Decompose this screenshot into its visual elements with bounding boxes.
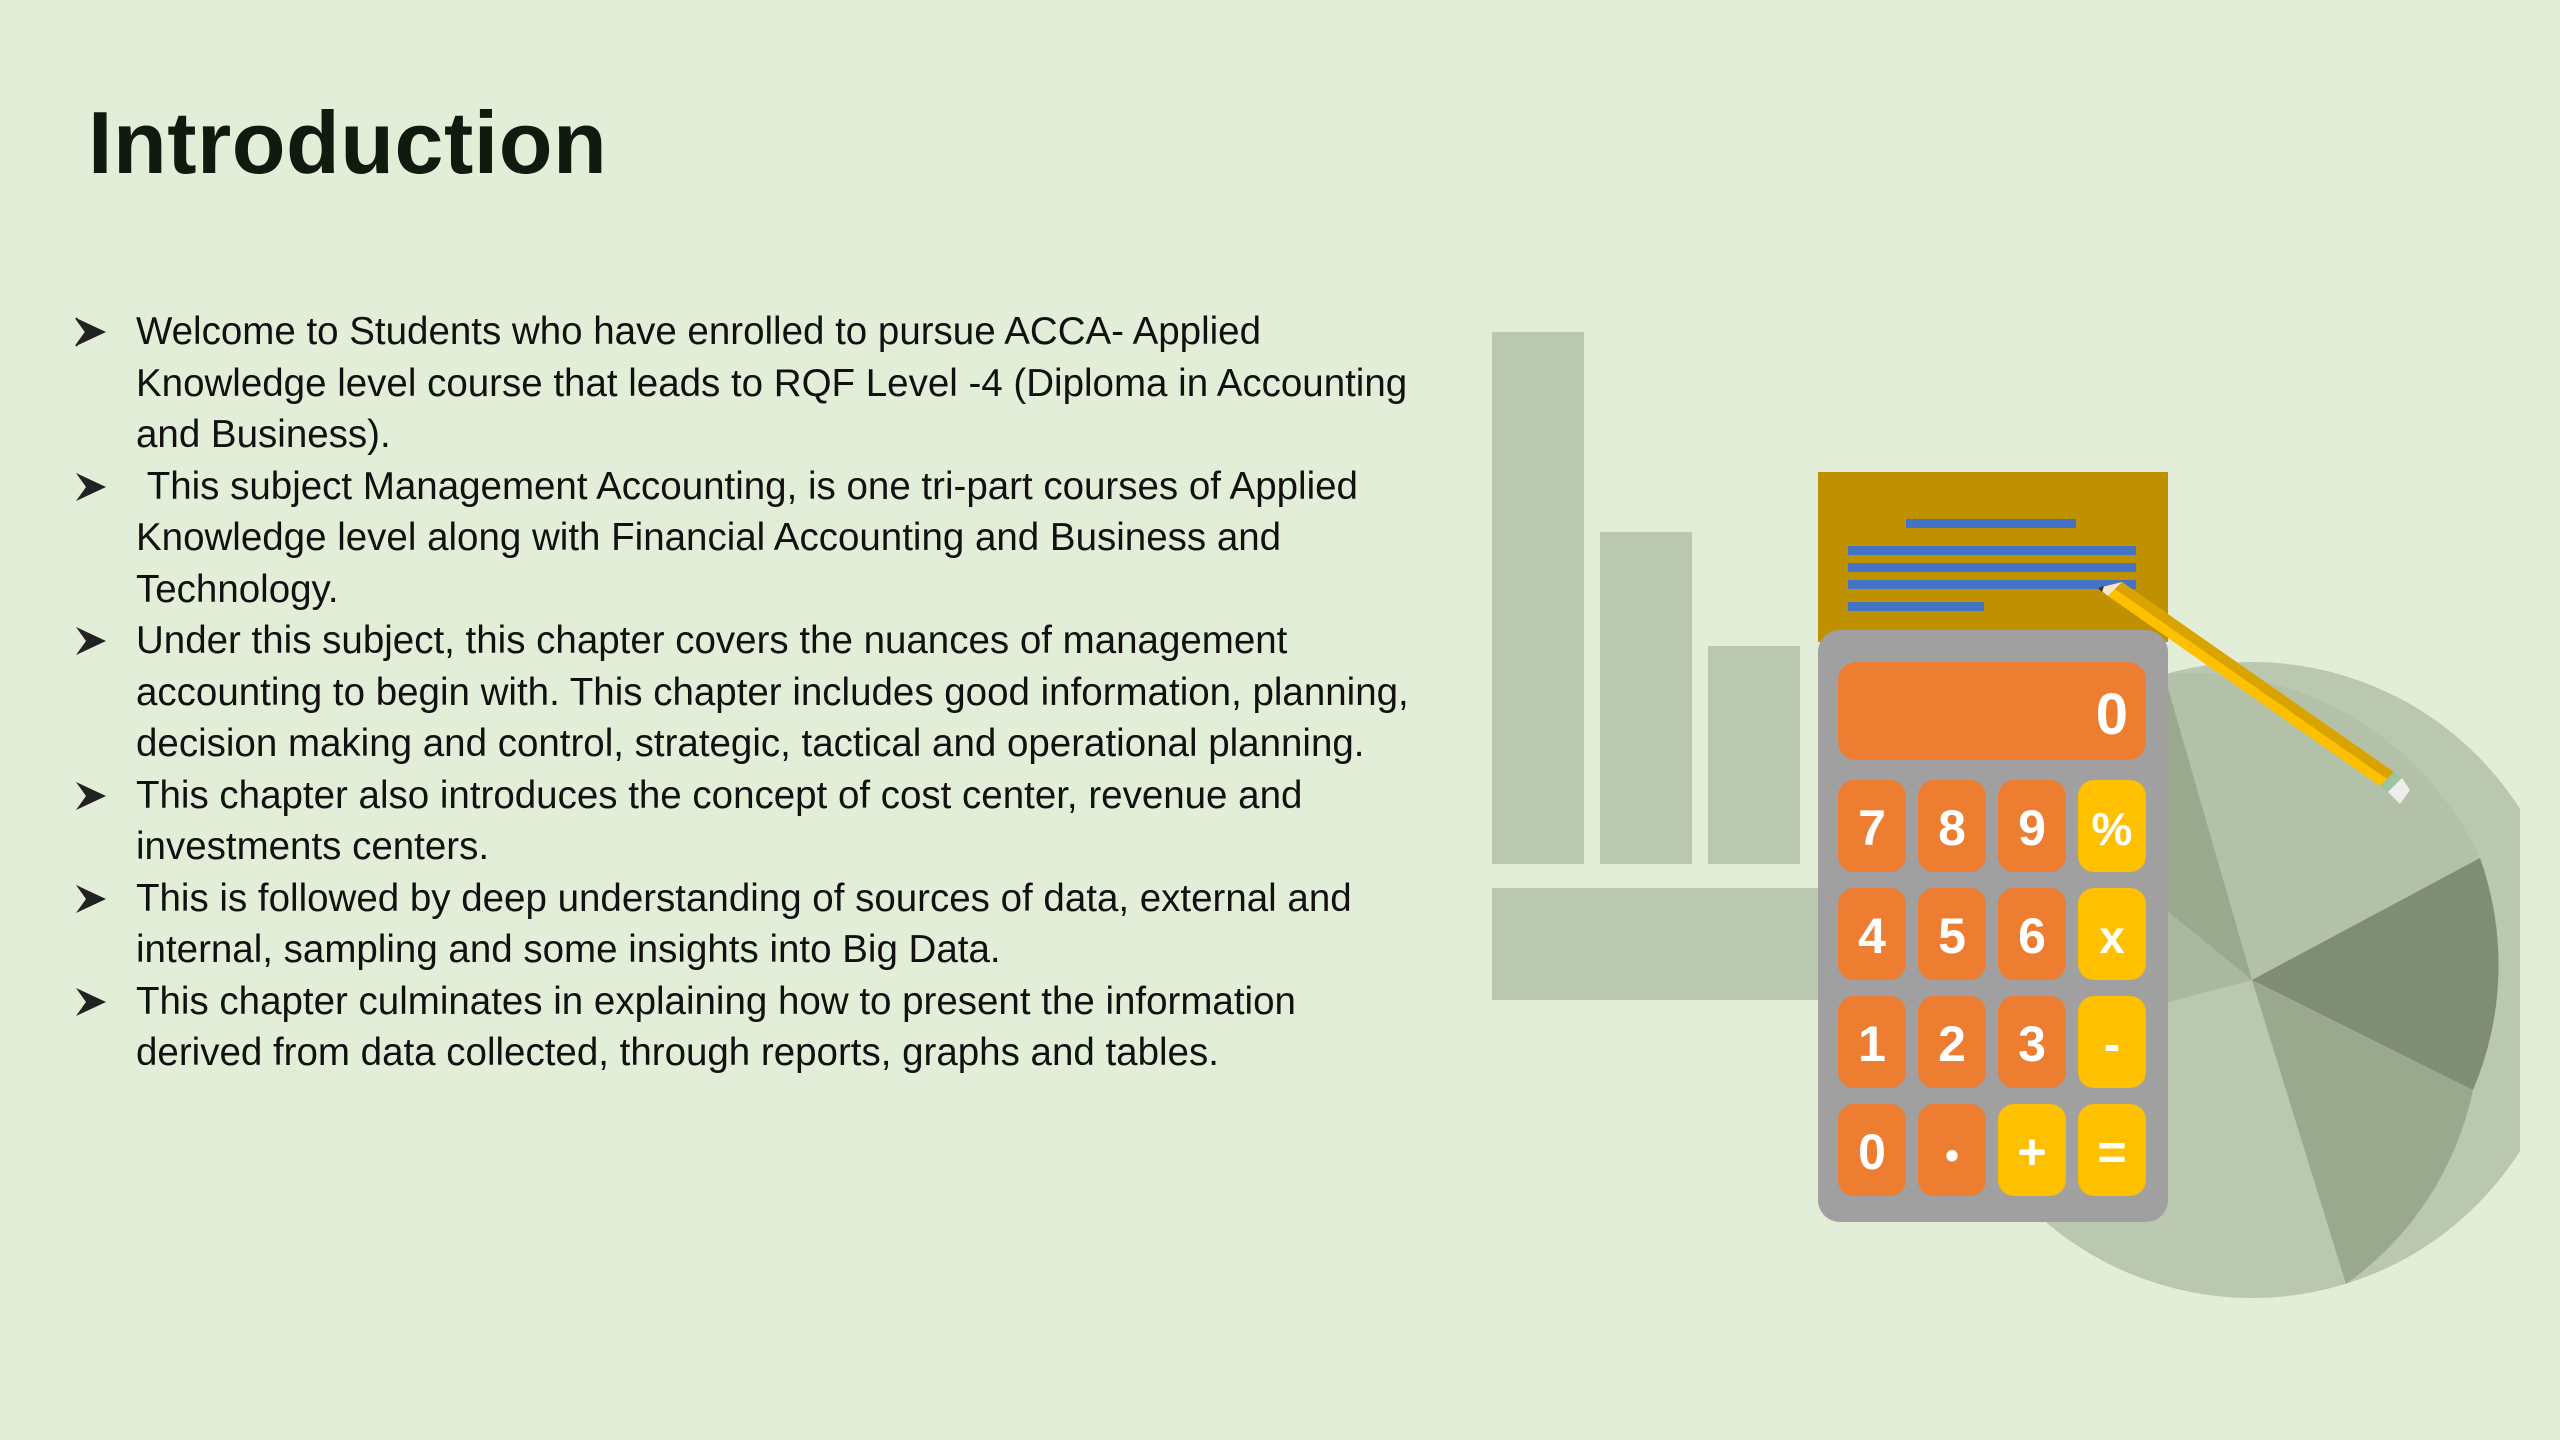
arrow-bullet-icon <box>74 316 108 348</box>
bar-chart-icon <box>1492 332 1872 1000</box>
arrow-bullet-icon <box>74 625 108 657</box>
bullet-item <box>70 976 1430 1079</box>
arrow-bullet-icon <box>74 780 108 812</box>
bullet-text: This subject Management Accounting, is one tri-part courses of Applied Knowledge level along with Financial Accounting and Business and Technology. <box>136 464 1369 611</box>
accounting-illustration <box>1460 300 2520 1320</box>
calculator-key: 4 <box>1858 908 1886 964</box>
bullet-text: This chapter culminates in explaining how to present the information derived from data collected, through reports, graphs and tables. <box>136 979 1296 1074</box>
calculator-key: 9 <box>2018 800 2046 856</box>
calculator-key: 6 <box>2018 908 2046 964</box>
calculator-key: 0 <box>1858 1124 1886 1180</box>
calculator-key: - <box>2103 1016 2121 1072</box>
calculator-key: 2 <box>1938 1016 1966 1072</box>
calculator-key: 1 <box>1858 1016 1886 1072</box>
bullet-text: This chapter also introduces the concept of cost center, revenue and investments centers. <box>136 773 1303 868</box>
calculator-key: % <box>2091 803 2133 855</box>
bullet-list <box>70 306 1430 1079</box>
bullet-item <box>70 873 1430 976</box>
bullet-item <box>70 615 1430 770</box>
calculator-key: 8 <box>1938 800 1966 856</box>
bullet-item <box>70 770 1430 873</box>
arrow-bullet-icon <box>74 883 108 915</box>
calculator-display: 0 <box>2095 682 2128 747</box>
bullet-text: Under this subject, this chapter covers the nuances of management accounting to begin with. This chapter includes good information, planning, decision making and control, strategic, tactical and operational planning. <box>136 619 1409 765</box>
receipt-icon <box>1818 472 2168 642</box>
arrow-bullet-icon <box>74 986 108 1018</box>
bullet-item <box>70 461 1430 616</box>
bullet-item <box>70 306 1430 461</box>
slide-title: Introduction <box>88 93 608 192</box>
bullet-text: Welcome to Students who have enrolled to pursue ACCA- Applied Knowledge level course that leads to RQF Level -4 (Diploma in Accounting and Business). <box>136 310 1408 456</box>
calculator-icon <box>1818 630 2168 1222</box>
calculator-key: • <box>1944 1134 1960 1178</box>
bullet-text: This is followed by deep understanding of sources of data, external and internal, sampling and some insights into Big Data. <box>136 876 1352 971</box>
calculator-key: 5 <box>1938 908 1966 964</box>
calculator-key: x <box>2099 911 2125 963</box>
arrow-bullet-icon <box>74 471 108 503</box>
calculator-key: + <box>2017 1124 2047 1180</box>
calculator-key: = <box>2097 1124 2127 1180</box>
calculator-key: 7 <box>1858 800 1886 856</box>
calculator-key: 3 <box>2018 1016 2046 1072</box>
